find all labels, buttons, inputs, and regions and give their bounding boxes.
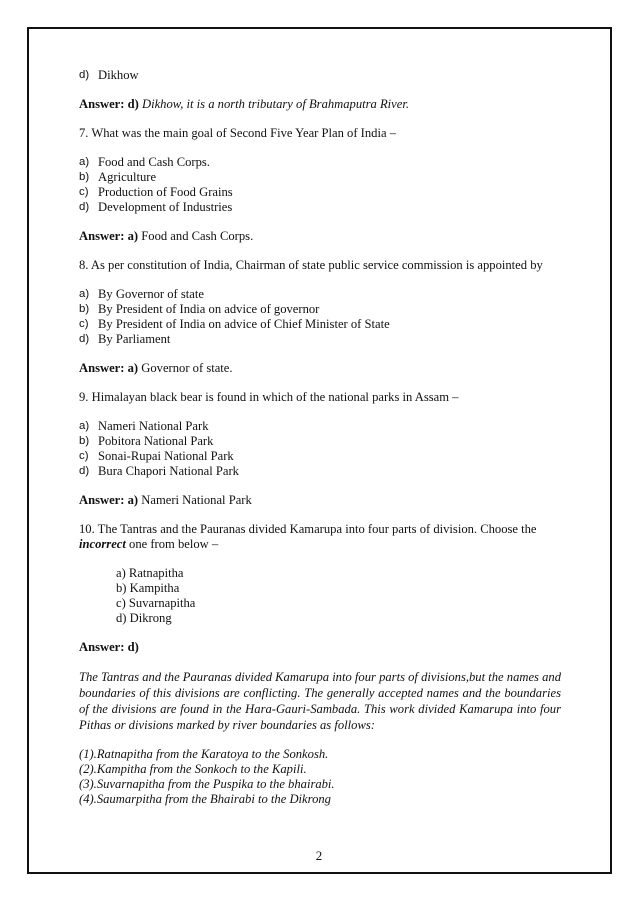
option-letter: c)	[79, 186, 89, 198]
option-text: Dikhow	[98, 68, 139, 82]
q7-option-c	[79, 185, 561, 200]
q8-option-c	[79, 317, 561, 332]
option-text: Development of Industries	[98, 200, 233, 214]
option-text: By Parliament	[98, 332, 171, 346]
pitha-list-item-4: (4).Saumarpitha from the Bhairabi to the Dikrong	[79, 792, 331, 806]
q10-answer	[79, 640, 561, 655]
option-text: Sonai-Rupai National Park	[98, 449, 234, 463]
q8-option-d	[79, 332, 561, 347]
q8-question: 8. As per constitution of India, Chairman of state public service commission is appointed by	[79, 258, 543, 272]
q7-option-d	[79, 200, 561, 215]
q8-answer	[79, 361, 561, 376]
option-text: Production of Food Grains	[98, 185, 233, 199]
question-text-post: one from below –	[129, 537, 219, 551]
q9-option-c	[79, 449, 561, 464]
q7-question: 7. What was the main goal of Second Five Year Plan of India –	[79, 126, 397, 140]
question-emphasis: incorrect	[79, 537, 126, 551]
option-letter: a)	[79, 288, 90, 300]
option-text: Pobitora National Park	[98, 434, 214, 448]
option-letter: b)	[79, 435, 90, 447]
document-body	[79, 68, 561, 807]
option-letter: c)	[79, 318, 89, 330]
option-letter: d)	[79, 465, 90, 477]
q6-option-d	[79, 68, 561, 83]
q7-option-a	[79, 155, 561, 170]
answer-text: Dikhow, it is a north tributary of Brahmaputra River.	[141, 97, 410, 111]
q10-option-b: b) Kampitha	[116, 581, 180, 595]
answer-label: Answer: a)	[79, 229, 139, 243]
question-text-pre: 10. The Tantras and the Pauranas divided Kamarupa into four parts of division. Choose the	[79, 522, 537, 536]
pitha-list-item-1: (1).Ratnapitha from the Karatoya to the Sonkosh.	[79, 747, 329, 761]
q10-option-d: d) Dikrong	[116, 611, 172, 625]
option-text: By President of India on advice of Chief Minister of State	[98, 317, 390, 331]
answer-label: Answer: a)	[79, 361, 139, 375]
option-letter: d)	[79, 333, 90, 345]
q9-question: 9. Himalayan black bear is found in which of the national parks in Assam –	[79, 390, 459, 404]
q10-option-a: a) Ratnapitha	[116, 566, 184, 580]
option-letter: b)	[79, 303, 90, 315]
answer-text: Food and Cash Corps.	[141, 229, 254, 243]
option-text: By President of India on advice of governor	[98, 302, 320, 316]
option-text: Food and Cash Corps.	[98, 155, 210, 169]
q10-explanation: The Tantras and the Pauranas divided Kamarupa into four parts of divisions,but the names and boundaries of this divisions are conflicting. The generally accepted names and the boundaries of the divisions are found in the Hara-Gauri-Sambada. This work divided Kamarupa into four Pithas or divisions marked by river boundaries as follows:	[79, 670, 561, 732]
answer-label: Answer: a)	[79, 493, 139, 507]
q6-answer	[79, 97, 561, 112]
option-letter: c)	[79, 450, 89, 462]
pitha-list-item-2: (2).Kampitha from the Sonkoch to the Kapili.	[79, 762, 307, 776]
q10-option-c: c) Suvarnapitha	[116, 596, 196, 610]
q8-option-b	[79, 302, 561, 317]
page-number: 2	[315, 848, 323, 863]
q7-answer	[79, 229, 561, 244]
option-text: Nameri National Park	[98, 419, 209, 433]
q9-option-a	[79, 419, 561, 434]
answer-label: Answer: d)	[79, 640, 139, 654]
option-text: By Governor of state	[98, 287, 204, 301]
answer-label: Answer: d)	[79, 97, 139, 111]
option-text: Agriculture	[98, 170, 157, 184]
option-letter: a)	[79, 156, 90, 168]
q9-option-d	[79, 464, 561, 479]
option-text: Bura Chapori National Park	[98, 464, 239, 478]
option-letter: a)	[79, 420, 90, 432]
q10-question	[79, 522, 561, 552]
q8-option-a	[79, 287, 561, 302]
q7-option-b	[79, 170, 561, 185]
option-letter: d)	[79, 201, 90, 213]
q9-option-b	[79, 434, 561, 449]
answer-text: Nameri National Park	[141, 493, 252, 507]
option-letter: b)	[79, 171, 90, 183]
answer-text: Governor of state.	[141, 361, 233, 375]
pitha-list-item-3: (3).Suvarnapitha from the Puspika to the bhairabi.	[79, 777, 335, 791]
option-letter: d)	[79, 69, 90, 81]
q9-answer	[79, 493, 561, 508]
